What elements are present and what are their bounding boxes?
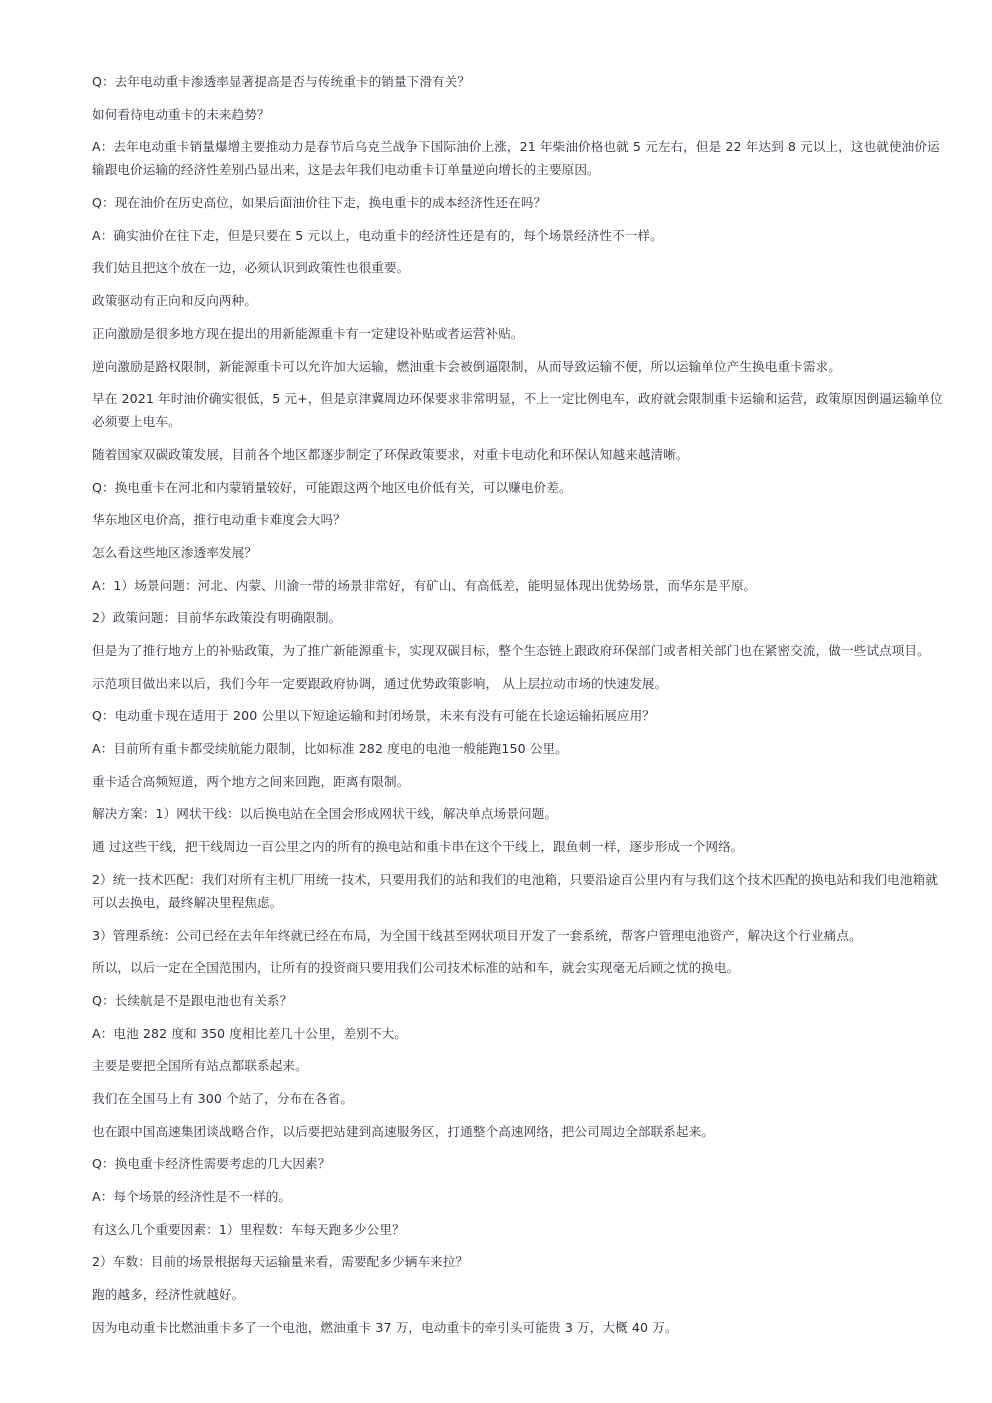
paragraph: 政策驱动有正向和反向两种。 bbox=[92, 293, 258, 309]
paragraph: 所以，以后一定在全国范围内，让所有的投资商只要用我们公司技术标准的站和车，就会实现毫无后顾之忧的换电。 bbox=[92, 960, 740, 976]
paragraph: A：每个场景的经济性是不一样的。 bbox=[92, 1189, 292, 1204]
paragraph: 2）车数：目前的场景根据每天运输量来看，需要配多少辆车来拉？ bbox=[92, 1254, 469, 1270]
paragraph: 我们在全国马上有 300 个站了，分布在各省。 bbox=[92, 1090, 354, 1106]
paragraph: 华东地区电价高，推行电动重卡难度会大吗？ bbox=[92, 512, 346, 528]
paragraph: Q：现在油价在历史高位，如果后面油价往下走，换电重卡的成本经济性还在吗？ bbox=[92, 195, 547, 211]
paragraph: A：确实油价在往下走，但是只要在 5 元以上，电动重卡的经济性还是有的，每个场景经济性不一样。 bbox=[92, 227, 663, 243]
paragraph: A：1）场景问题：河北、内蒙、川渝一带的场景非常好，有矿山、有高低差，能明显体现出优势场景，而华东是平原。 bbox=[92, 577, 757, 593]
paragraph: 如何看待电动重卡的未来趋势？ bbox=[92, 106, 270, 122]
paragraph: 也在跟中国高速集团谈战略合作，以后要把站建到高速服务区，打通整个高速网络，把公司周边全部联系起来。 bbox=[92, 1123, 714, 1139]
paragraph: 早在 2021 年时油价确实很低，5 元+，但是京津冀周边环保要求非常明显，不上一定比例电车，政府就会限制重卡运输和运营，政策原因倒逼运输单位必须要上电车。 bbox=[92, 391, 943, 430]
paragraph: 怎么看这些地区渗透率发展？ bbox=[92, 544, 258, 560]
paragraph: 有这么几个重要因素：1）里程数：车每天跑多少公里？ bbox=[92, 1221, 405, 1237]
paragraph: Q：去年电动重卡渗透率显著提高是否与传统重卡的销量下滑有关？ bbox=[92, 74, 471, 89]
document-body bbox=[92, 70, 944, 1348]
paragraph: 但是为了推行地方上的补贴政策，为了推广新能源重卡，实现双碳目标，整个生态链上跟政府环保部门或者相关部门也在紧密交流，做一些试点项目。 bbox=[92, 643, 930, 658]
paragraph: A：目前所有重卡都受续航能力限制，比如标准 282 度电的电池一般能跑150 公里。 bbox=[92, 741, 568, 757]
paragraph: 主要是要把全国所有站点都联系起来。 bbox=[92, 1058, 308, 1074]
paragraph: Q：长续航是不是跟电池也有关系？ bbox=[92, 992, 293, 1008]
paragraph: 跑的越多，经济性就越好。 bbox=[92, 1287, 245, 1303]
paragraph: 示范项目做出来以后，我们今年一定要跟政府协调，通过优势政策影响， 从上层拉动市场的快速发展。 bbox=[92, 675, 668, 691]
paragraph: A：电池 282 度和 350 度相比差几十公里，差别不大。 bbox=[92, 1025, 407, 1041]
paragraph: Q：换电重卡在河北和内蒙销量较好，可能跟这两个地区电价低有关，可以赚电价差。 bbox=[92, 479, 572, 495]
paragraph: 我们姑且把这个放在一边，必须认识到政策性也很重要。 bbox=[92, 260, 410, 276]
paragraph: A：去年电动重卡销量爆增主要推动力是春节后乌克兰战争下国际油价上涨，21 年柴油价格也就 5 元左右，但是 22 年达到 8 元以上，这也就使油价运输跟电价运输的经济性差别凸显出来，这是去年我们电动重卡订单量逆向增长的主要原因。 bbox=[92, 139, 940, 178]
paragraph: 因为电动重卡比燃油重卡多了一个电池，燃油重卡 37 万，电动重卡的牵引头可能贵 3 万，大概 40 万。 bbox=[92, 1319, 678, 1335]
paragraph: 解决方案：1）网状干线：以后换电站在全国会形成网状干线，解决单点场景问题。 bbox=[92, 806, 558, 822]
paragraph: 正向激励是很多地方现在提出的用新能源重卡有一定建设补贴或者运营补贴。 bbox=[92, 325, 524, 341]
paragraph: 重卡适合高频短道，两个地方之间来回跑，距离有限制。 bbox=[92, 773, 410, 789]
paragraph: 2）统一技术匹配：我们对所有主机厂用统一技术，只要用我们的站和我们的电池箱，只要沿途百公里内有与我们这个技术匹配的换电站和我们电池箱就可以去换电，最终解决里程焦虑。 bbox=[92, 871, 938, 910]
paragraph: 通 过这些干线，把干线周边一百公里之内的所有的换电站和重卡串在这个干线上，跟鱼刺一样，逐步形成一个网络。 bbox=[92, 839, 744, 855]
paragraph: 3）管理系统：公司已经在去年年终就已经在布局，为全国干线甚至网状项目开发了一套系统，帮客户管理电池资产，解决这个行业痛点。 bbox=[92, 927, 862, 943]
paragraph: 逆向激励是路权限制，新能源重卡可以允许加大运输，燃油重卡会被倒逼限制，从而导致运输不便，所以运输单位产生换电重卡需求。 bbox=[92, 358, 841, 374]
paragraph: 2）政策问题：目前华东政策没有明确限制。 bbox=[92, 610, 342, 626]
paragraph: Q：电动重卡现在适用于 200 公里以下短途运输和封闭场景，未来有没有可能在长途运输拓展应用？ bbox=[92, 708, 655, 724]
paragraph: 随着国家双碳政策发展，目前各个地区都逐步制定了环保政策要求，对重卡电动化和环保认知越来越清晰。 bbox=[92, 446, 689, 462]
paragraph: Q：换电重卡经济性需要考虑的几大因素？ bbox=[92, 1156, 331, 1172]
